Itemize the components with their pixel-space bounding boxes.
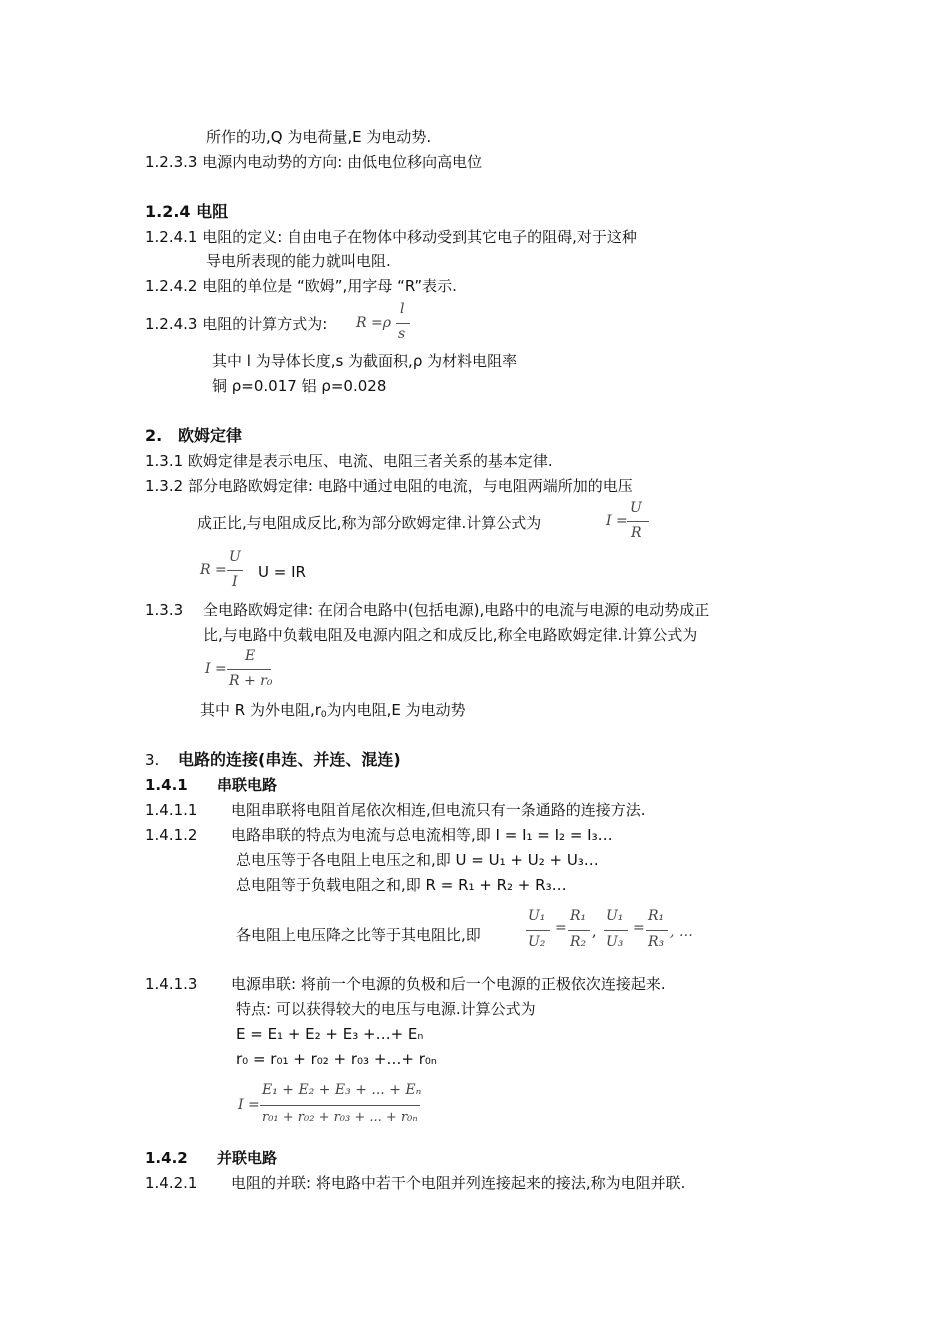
subsection-number: 1.4.1 [145,776,188,794]
fraction-bar [227,570,243,571]
text-line: 总电压等于各电阻上电压之和,即 U = U₁ + U₂ + U₃… [236,851,599,869]
text-line: 导电所表现的能力就叫电阻. [206,252,391,270]
ohm-formula-current [606,500,656,548]
series-source-formula [238,1080,438,1136]
item-number: 1.4.1.1 [145,801,198,819]
formula-lhs: I = [238,1097,260,1113]
text-line: 1.2.4.2 电阻的单位是 “欧姆”,用字母 “R”表示. [145,277,457,295]
formula-denominator: U₂ [528,934,546,950]
formula-denominator: I [232,574,238,590]
subsection-number: 1.4.2 [145,1149,188,1167]
fraction-bar [526,930,550,931]
formula-numerator: R₁ [648,908,665,924]
text-line [200,700,466,725]
formula-denominator: r₀₁ + r₀₂ + r₀₃ + ... + r₀ₙ [262,1110,418,1125]
formula-denominator: U₃ [606,934,624,950]
fraction-bar [604,930,628,931]
item-number: 1.4.1.3 [145,975,198,993]
text-line: 1.2.4.1 电阻的定义: 自由电子在物体中移动受到其它电子的阻碍,对于这种 [145,228,637,246]
formula-numerator: U [630,500,642,516]
text-line: 1.3.2 部分电路欧姆定律: 电路中通过电阻的电流，与电阻两端所加的电压 [145,477,633,495]
text-line: 铜 ρ=0.017 铝 ρ=0.028 [212,377,387,395]
text-line: 各电阻上电压降之比等于其电阻比,即 [236,926,481,944]
text-line: 电路串联的特点为电流与总电流相等,即 I = I₁ = I₂ = I₃… [231,826,613,844]
formula-numerator: l [400,301,405,317]
formula-lhs: I = [205,661,227,677]
fraction-bar [396,323,410,324]
formula-separator: , [592,924,597,940]
fraction-bar [627,521,649,522]
text-segment: 其中 R 为外电阻,r [200,701,321,719]
fraction-bar [227,669,271,670]
fraction-bar [260,1105,420,1106]
text-line: 电阻的并联: 将电路中若干个电阻并列连接起来的接法,称为电阻并联. [231,1174,686,1192]
section-heading: 电路的连接(串连、并连、混连) [178,750,401,769]
text-segment: 为内电阻,E 为电动势 [326,701,466,719]
text-line: r₀ = r₀₁ + r₀₂ + r₀₃ +…+ r₀ₙ [236,1050,437,1068]
ohm-formula-resistance [200,549,250,597]
formula-operator: = [555,920,567,936]
section-heading: 欧姆定律 [178,426,243,445]
voltage-ratio-formula [526,906,706,958]
formula-denominator: R₃ [648,934,665,950]
formula-numerator: U₁ [528,908,546,924]
text-line: 成正比,与电阻成反比,称为部分欧姆定律.计算公式为 [197,514,542,532]
formula-lhs: R =ρ [356,315,391,331]
text-line: 比,与电路中负载电阻及电源内阻之和成反比,称全电路欧姆定律.计算公式为 [203,626,698,644]
text-line: 1.3.1 欧姆定律是表示电压、电流、电阻三者关系的基本定律. [145,452,553,470]
subscript: 0 [320,710,327,720]
subsection-heading: 串联电路 [217,776,278,794]
full-circuit-formula [205,648,285,696]
text-line: U = IR [258,563,306,581]
formula-numerator: E [245,648,256,664]
formula-lhs: R = [200,562,227,578]
formula-denominator: s [398,326,406,342]
item-number: 1.4.1.2 [145,826,198,844]
fraction-bar [568,930,590,931]
text-line: 全电路欧姆定律: 在闭合电路中(包括电源),电路中的电流与电源的电动势成正 [203,601,710,619]
text-line: 电阻串联将电阻首尾依次相连,但电流只有一条通路的连接方法. [231,801,646,819]
text-line: E = E₁ + E₂ + E₃ +…+ Eₙ [236,1025,424,1043]
text-line: 1.2.4.3 电阻的计算方式为: [145,315,328,333]
formula-denominator: R [631,525,642,541]
formula-numerator: U [229,549,241,565]
formula-denominator: R₂ [570,934,587,950]
item-number: 1.4.2.1 [145,1174,198,1192]
section-number: 3. [145,751,160,769]
resistance-formula [356,302,416,346]
formula-denominator: R + r₀ [229,673,273,689]
text-line: 所作的功,Q 为电荷量,E 为电动势. [206,128,432,146]
formula-operator: = [633,920,645,936]
text-line: 特点: 可以获得较大的电压与电源.计算公式为 [236,1000,536,1018]
formula-lhs: I = [606,513,628,529]
fraction-bar [646,930,668,931]
text-line: 总电阻等于负载电阻之和,即 R = R₁ + R₂ + R₃… [236,876,567,894]
formula-numerator: U₁ [606,908,624,924]
text-line: 电源串联: 将前一个电源的负极和后一个电源的正极依次连接起来. [231,975,666,993]
formula-tail: , … [670,924,693,940]
text-line: 1.2.3.3 电源内电动势的方向: 由低电位移向高电位 [145,153,483,171]
subsection-heading: 并联电路 [217,1149,278,1167]
section-heading: 1.2.4 电阻 [145,202,229,221]
item-number: 1.3.3 [145,601,184,619]
text-line: 其中 l 为导体长度,s 为截面积,ρ 为材料电阻率 [212,352,518,370]
formula-numerator: R₁ [570,908,587,924]
section-number: 2. [145,426,163,445]
formula-numerator: E₁ + E₂ + E₃ + ... + Eₙ [262,1082,422,1098]
